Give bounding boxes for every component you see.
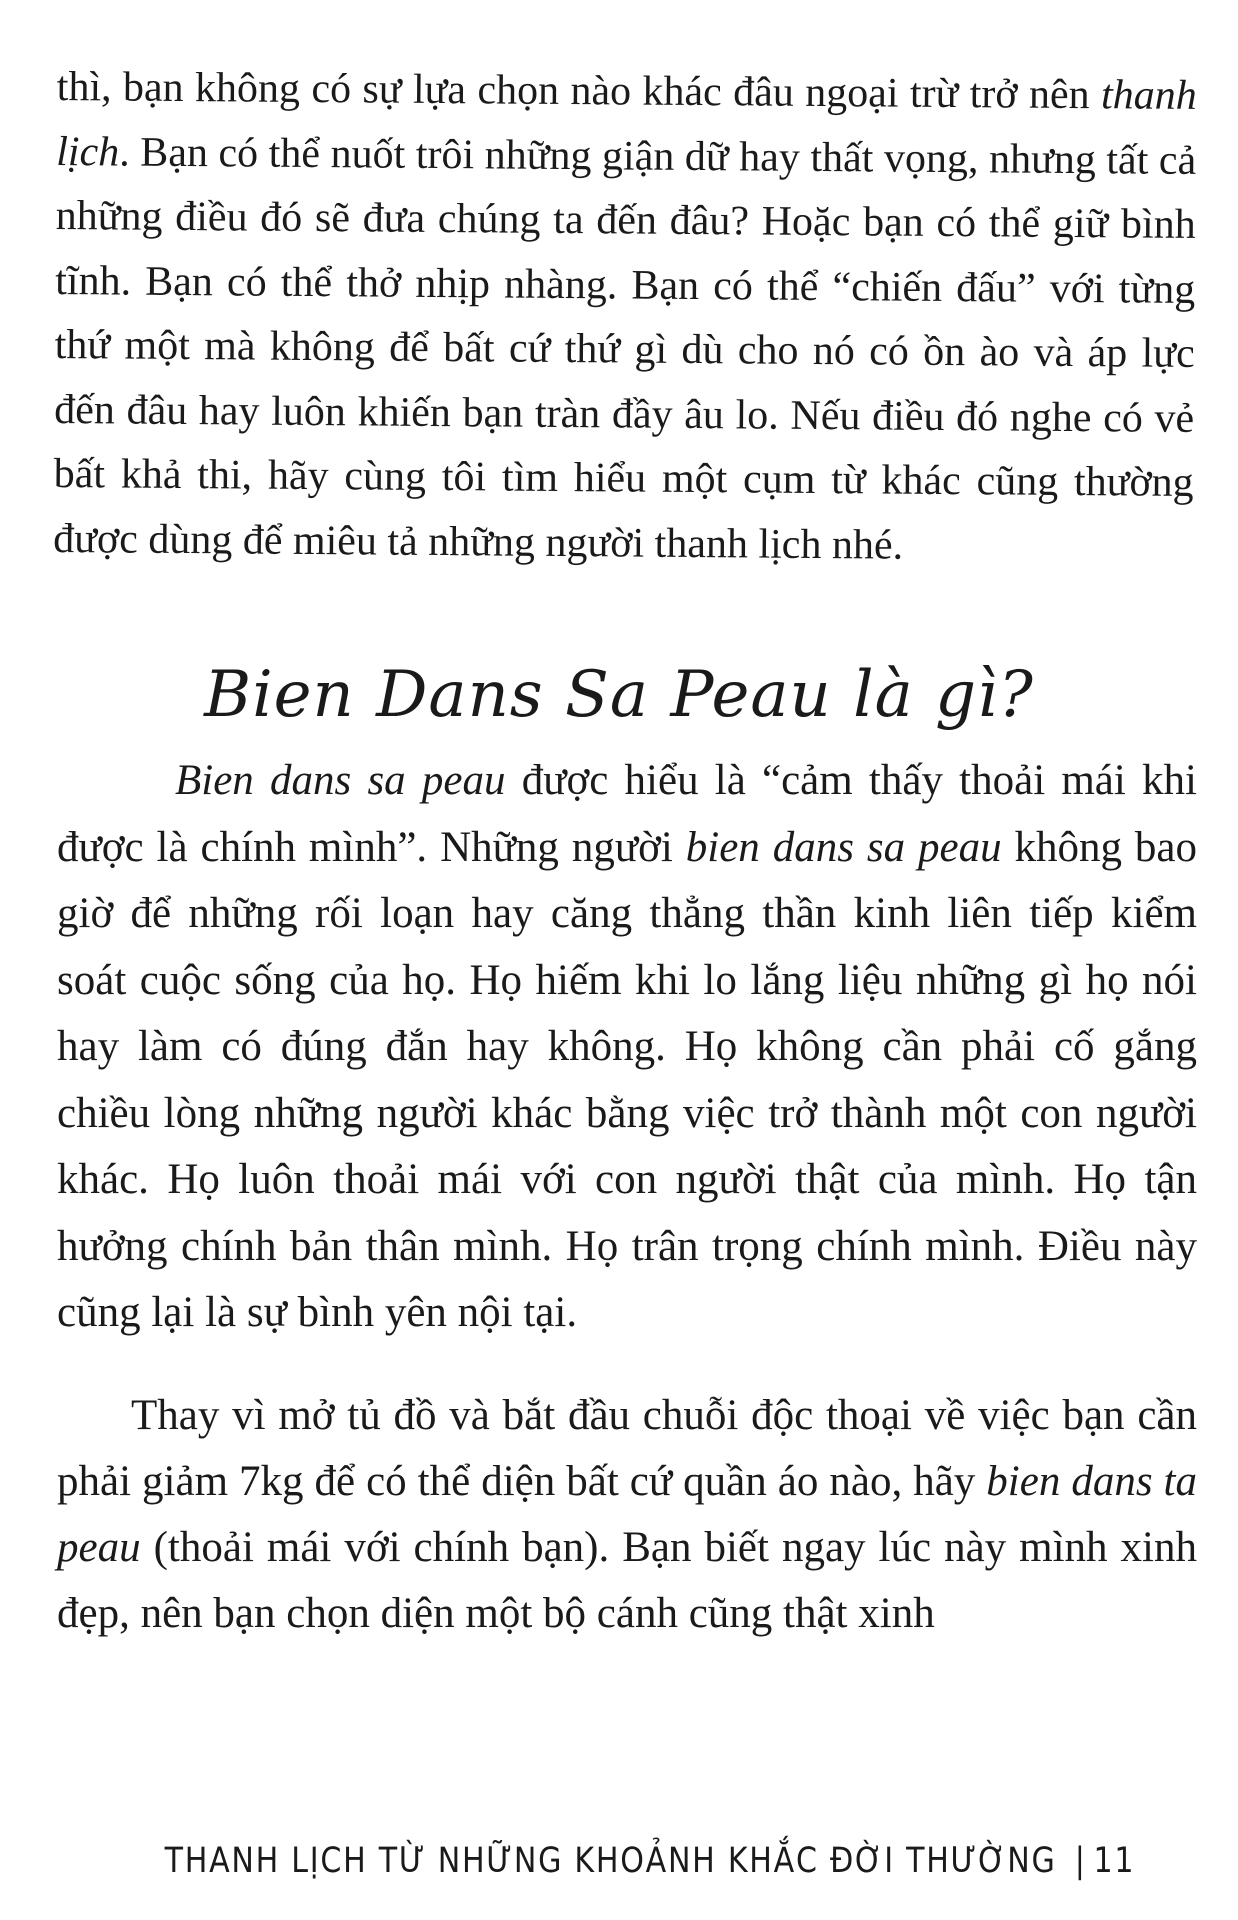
paragraph-text: . Bạn có thể nuốt trôi những giận dữ hay thất vọng, nhưng tất cả những điều đó sẽ đưa chúng ta đến đâu? Hoặc bạn có thể giữ bình tĩnh. Bạn có thể thở nhịp nhàng. Bạn có thể “chiến đấu” với từng thứ một mà không để bất cứ thứ gì dù cho nó có ồn ào và áp lực đến đâu hay luôn khiến bạn tràn đầy âu lo. Nếu điều đó nghe có vẻ bất khả thi, hãy cùng tôi tìm hiểu một cụm từ khác cũng thường được dùng để miêu tả những người thanh lịch nhé. [53, 128, 1197, 569]
page-footer [87, 1836, 1152, 1886]
emphasis-text: bien dans sa peau [685, 823, 1002, 871]
paragraph-text: thì, bạn không có sự lựa chọn nào khác đâu ngoại trừ trở nên [56, 63, 1102, 119]
footer-separator: | [1074, 1841, 1087, 1881]
paragraph-continued [53, 55, 1197, 580]
paragraph-text: Thay vì mở tủ đồ và bắt đầu chuỗi độc thoại về việc bạn cần phải giảm 7kg để có thể diện bất cứ quần áo nào, hãy [57, 1392, 1197, 1505]
emphasis-text: thanh lịch [56, 72, 1197, 175]
paragraph-text: không bao giờ để những rối loạn hay căng thẳng thần kinh liên tiếp kiểm soát cuộc sống của họ. Họ hiếm khi lo lắng liệu những gì họ nói hay làm có đúng đắn hay không. Họ không cần phải cố gắng chiều lòng những người khác bằng việc trở thành một con người khác. Họ luôn thoải mái với con người thật của mình. Họ tận hưởng chính bản thân mình. Họ trân trọng chính mình. Điều này cũng lại là sự bình yên nội tại. [57, 823, 1197, 1336]
paragraph-definition [57, 748, 1197, 1347]
section-heading: Bien Dans Sa Peau là gì? [204, 658, 1034, 732]
running-title: THANH LỊCH TỪ NHỮNG KHOẢNH KHẮC ĐỜI THƯỜNG [164, 1841, 1057, 1881]
page-number: 11 [1093, 1841, 1136, 1881]
paragraph-text: (thoải mái với chính bạn). Bạn biết ngay lúc này mình xinh đẹp, nên bạn chọn diện một bộ cánh cũng thật xinh [57, 1524, 1197, 1637]
paragraph-text: được hiểu là “cảm thấy thoải mái khi được là chính mình”. Những người [57, 757, 1197, 871]
emphasis-text: bien dans ta peau [57, 1458, 1197, 1571]
emphasis-text: Bien dans sa peau [175, 757, 506, 804]
paragraph-example [57, 1383, 1197, 1647]
